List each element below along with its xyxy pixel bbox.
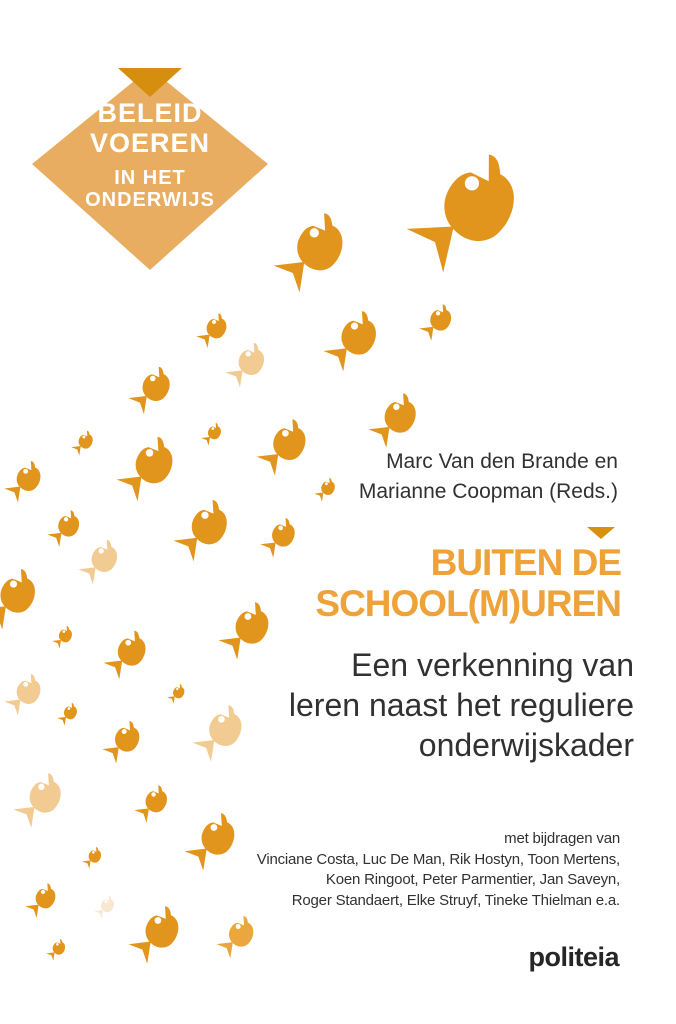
- fish-icon: [359, 384, 432, 456]
- contributors-intro: met bijdragen van: [504, 830, 620, 847]
- fish-icon: [163, 489, 245, 571]
- fish-icon: [95, 622, 160, 687]
- badge-line-4: ONDERWIJS: [85, 189, 215, 211]
- fish-icon: [413, 298, 462, 347]
- fish-icon: [387, 132, 548, 291]
- title-line-1: BUITEN DE: [430, 542, 621, 583]
- fish-icon: [105, 425, 191, 511]
- fish-icon: [254, 511, 307, 564]
- fish-icon: [48, 622, 78, 652]
- fish-icon: [0, 453, 53, 508]
- fish-icon: [119, 896, 196, 972]
- fish-icon: [182, 695, 257, 770]
- subtitle-line-1: Een verkenning van: [351, 647, 634, 683]
- fish-icon: [41, 504, 90, 553]
- fish-icon: [120, 358, 183, 421]
- editors: [359, 447, 618, 507]
- fish-icon: [217, 334, 276, 393]
- fish-icon: [70, 531, 129, 590]
- series-badge-text: [38, 98, 262, 211]
- fish-icon: [66, 427, 99, 460]
- fish-icon: [4, 764, 77, 836]
- editors-line-2: Marianne Coopman (Reds.): [358, 480, 618, 503]
- fish-icon: [128, 778, 178, 828]
- badge-line-2: VOEREN: [89, 128, 211, 158]
- fish-icon: [95, 714, 152, 771]
- contributors-line-1: Vinciane Costa, Luc De Man, Rik Hostyn, Toon Mertens,: [256, 850, 620, 868]
- fish-icon: [260, 199, 366, 304]
- fish-icon: [209, 909, 266, 966]
- fish-icon: [0, 666, 53, 721]
- fish-icon: [19, 877, 65, 923]
- subtitle-line-3: onderwijskader: [418, 727, 634, 763]
- down-triangle-icon: [587, 527, 615, 539]
- fish-icon: [246, 409, 321, 484]
- fish-icon: [313, 300, 394, 380]
- fish-icon: [42, 935, 71, 964]
- subtitle-line-2: leren naast het reguliere: [288, 687, 634, 723]
- fish-icon: [0, 558, 52, 638]
- badge-line-1: BELEID: [97, 98, 203, 128]
- contributors: [257, 829, 620, 911]
- fish-icon: [197, 419, 227, 449]
- badge-line-3: IN HET: [114, 167, 186, 189]
- contributors-line-3: Roger Standaert, Elke Struyf, Tineke Thielman e.a.: [291, 891, 620, 909]
- fish-icon: [310, 473, 342, 505]
- fish-icon: [164, 681, 190, 707]
- fish-icon: [209, 592, 286, 668]
- title-line-2: SCHOOL(M)UREN: [315, 583, 621, 624]
- fish-icon: [90, 892, 120, 922]
- fish-icon: [175, 803, 252, 879]
- fish-icon: [53, 699, 83, 729]
- fish-icon: [190, 307, 236, 353]
- contributors-line-2: Koen Ringoot, Peter Parmentier, Jan Saveyn,: [325, 871, 620, 888]
- fish-icon: [78, 843, 107, 872]
- publisher-logo: politeia: [528, 942, 619, 972]
- editors-line-1: Marc Van den Brande en: [386, 450, 618, 473]
- book-subtitle: [289, 645, 634, 765]
- book-title: [315, 542, 621, 624]
